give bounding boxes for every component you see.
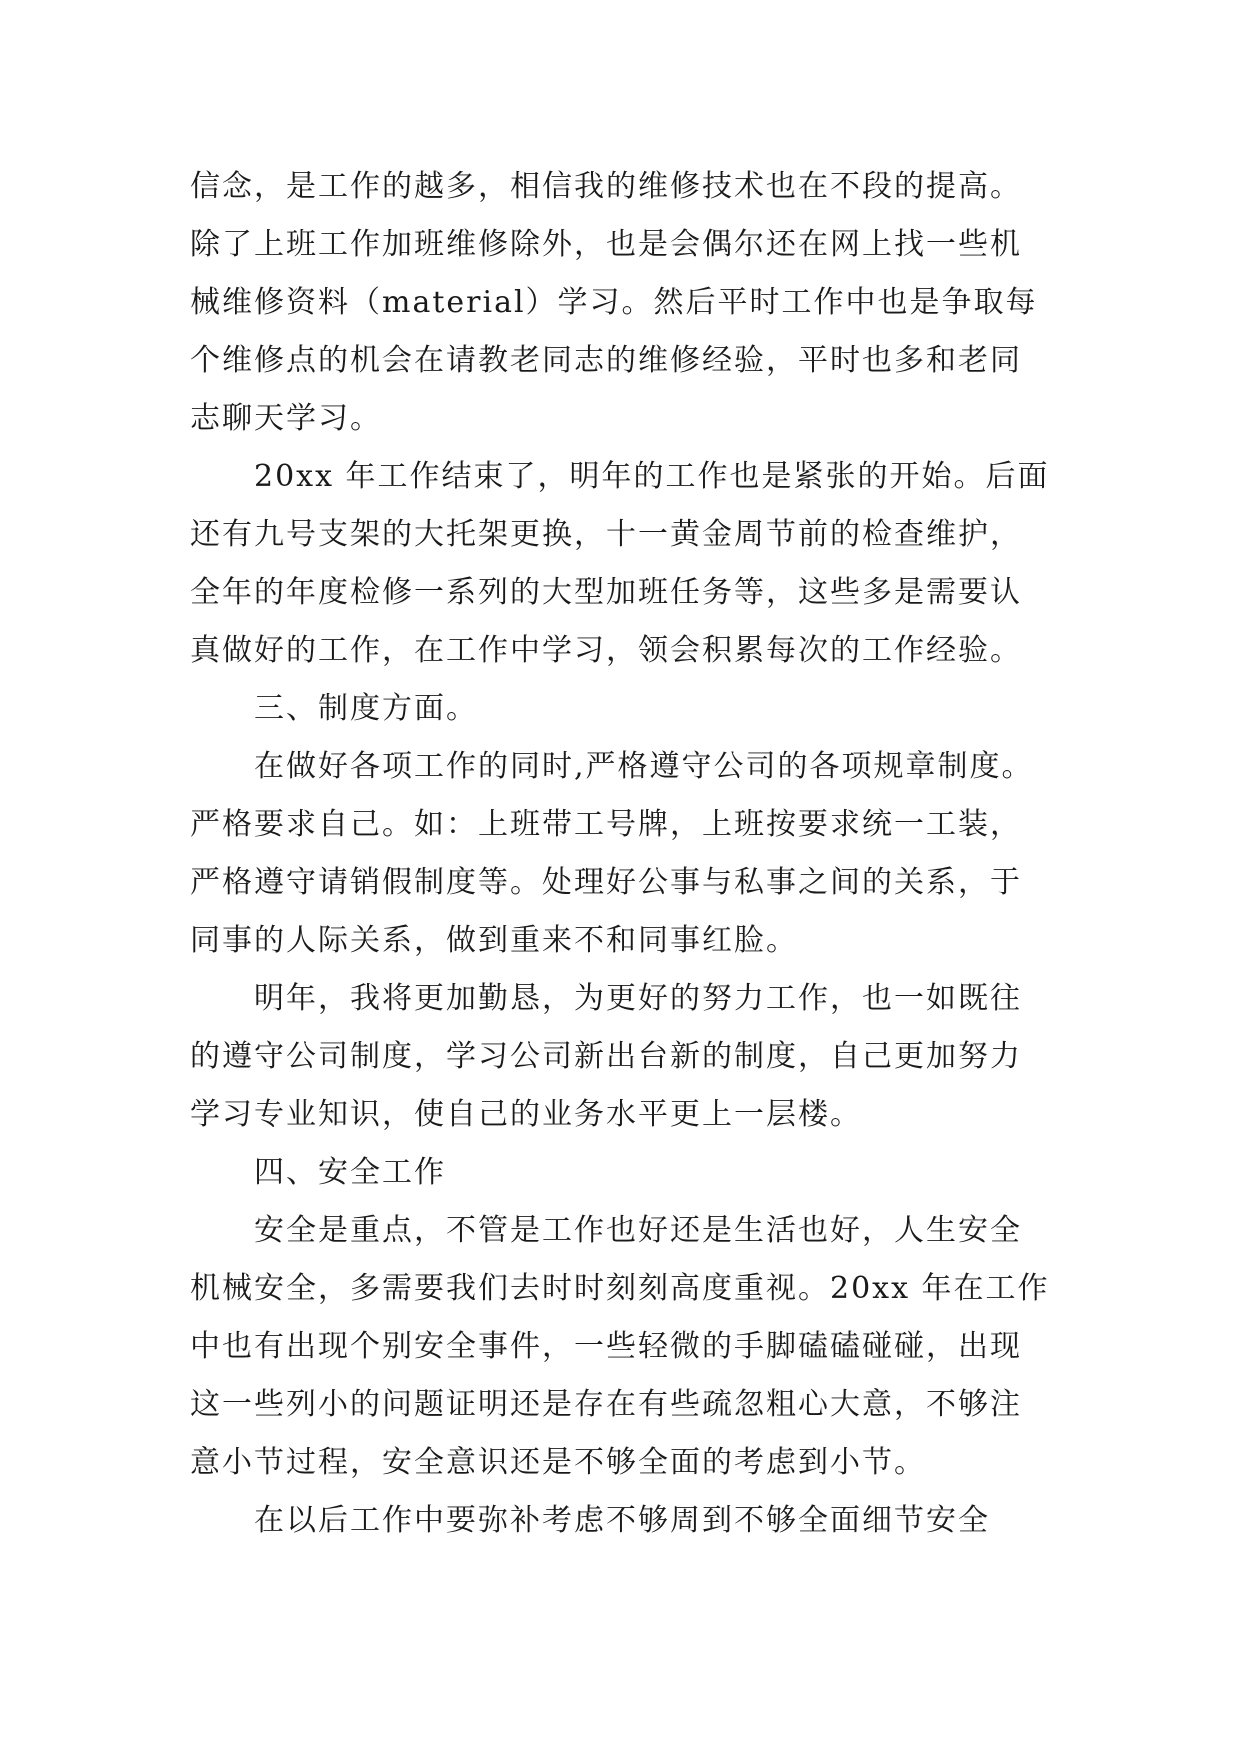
text-line: 除了上班工作加班维修除外，也是会偶尔还在网上找一些机: [190, 227, 1022, 262]
text-line: 真做好的工作，在工作中学习，领会积累每次的工作经验。: [190, 633, 1022, 668]
text-line: 学习专业知识，使自己的业务水平更上一层楼。: [190, 1097, 862, 1132]
text-line: 20xx 年工作结束了，明年的工作也是紧张的开始。后面: [254, 459, 1050, 494]
document-body: [190, 158, 1052, 1550]
text-line: 在以后工作中要弥补考虑不够周到不够全面细节安全: [254, 1503, 990, 1538]
section-heading: 四、安全工作: [254, 1155, 446, 1190]
text-line: 在做好各项工作的同时,严格遵守公司的各项规章制度。: [254, 749, 1034, 784]
text-line: 机械安全，多需要我们去时时刻刻高度重视。20xx 年在工作: [190, 1271, 1050, 1306]
text-line: 志聊天学习。: [190, 401, 382, 436]
text-line: 同事的人际关系，做到重来不和同事红脸。: [190, 923, 798, 958]
text-line: 全年的年度检修一系列的大型加班任务等，这些多是需要认: [190, 575, 1022, 610]
section-heading-rules: [190, 680, 1052, 738]
text-line: 安全是重点，不管是工作也好还是生活也好，人生安全: [254, 1213, 1022, 1248]
section-heading: 三、制度方面。: [254, 691, 478, 726]
text-line: 信念，是工作的越多，相信我的维修技术也在不段的提高。: [190, 169, 1022, 204]
paragraph-future-safety: [190, 1492, 1052, 1550]
text-line: 意小节过程，安全意识还是不够全面的考虑到小节。: [190, 1445, 926, 1480]
text-line: 的遵守公司制度，学习公司新出台新的制度，自己更加努力: [190, 1039, 1022, 1074]
text-line: 中也有出现个别安全事件，一些轻微的手脚磕磕碰碰，出现: [190, 1329, 1022, 1364]
text-line: 个维修点的机会在请教老同志的维修经验，平时也多和老同: [190, 343, 1022, 378]
paragraph-continuation: [190, 158, 1052, 448]
paragraph-next-year-plan: [190, 448, 1052, 680]
text-line: 械维修资料（material）学习。然后平时工作中也是争取每: [190, 285, 1038, 320]
text-line: 还有九号支架的大托架更换，十一黄金周节前的检查维护，: [190, 517, 1022, 552]
text-line: 严格遵守请销假制度等。处理好公事与私事之间的关系，于: [190, 865, 1022, 900]
paragraph-commitment: [190, 970, 1052, 1144]
text-line: 明年，我将更加勤恳，为更好的努力工作，也一如既往: [254, 981, 1022, 1016]
paragraph-safety: [190, 1202, 1052, 1492]
paragraph-rules: [190, 738, 1052, 970]
text-line: 这一些列小的问题证明还是存在有些疏忽粗心大意，不够注: [190, 1387, 1022, 1422]
text-line: 严格要求自己。如：上班带工号牌，上班按要求统一工装，: [190, 807, 1022, 842]
section-heading-safety: [190, 1144, 1052, 1202]
